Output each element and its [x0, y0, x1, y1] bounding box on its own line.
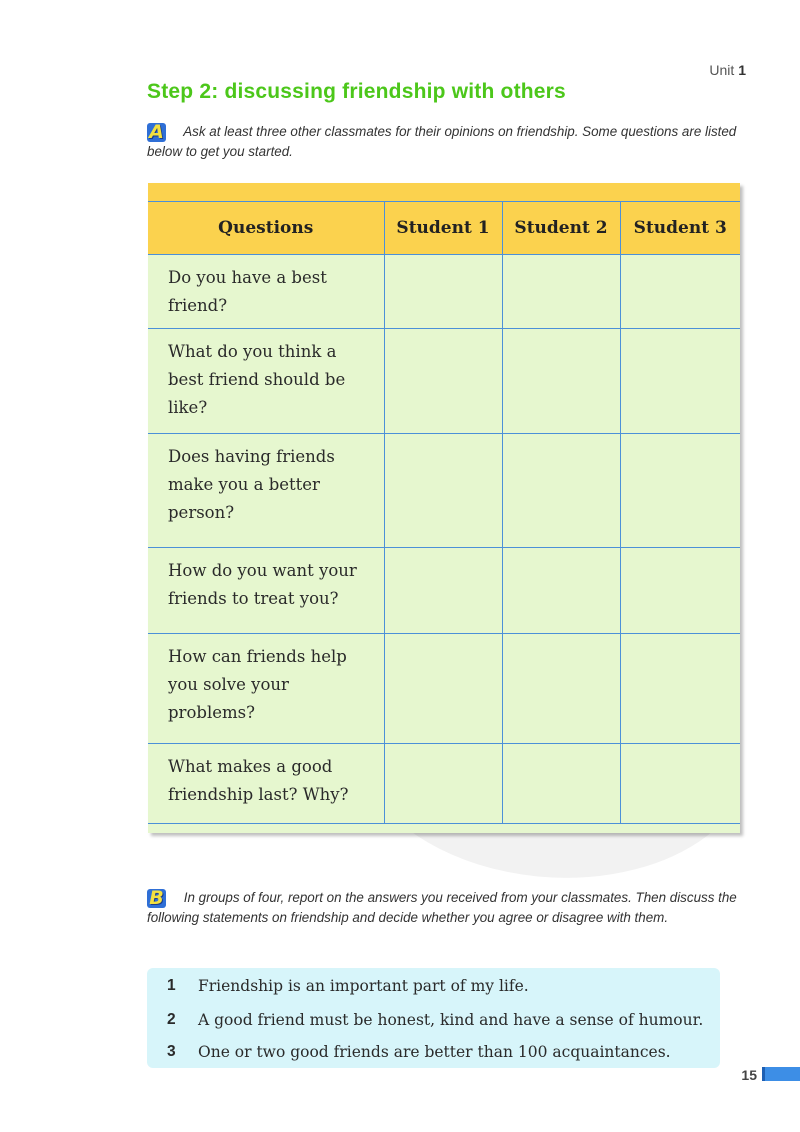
question-cell: Do you have a best friend? — [148, 255, 384, 329]
statement-text: Friendship is an important part of my life. — [198, 977, 529, 995]
statement-number: 3 — [167, 1043, 176, 1060]
header-student-2: Student 2 — [502, 202, 620, 255]
unit-indicator — [709, 62, 746, 78]
answer-cell-student-3[interactable] — [620, 744, 740, 824]
answer-cell-student-3[interactable] — [620, 329, 740, 434]
header-student-3: Student 3 — [620, 202, 740, 255]
question-cell: How can friends help you solve your problems? — [148, 634, 384, 744]
table-row — [148, 329, 740, 434]
section-b-instruction — [147, 888, 742, 928]
question-cell: What do you think a best friend should be like? — [148, 329, 384, 434]
answer-cell-student-1[interactable] — [384, 634, 502, 744]
table-row — [148, 634, 740, 744]
answer-cell-student-1[interactable] — [384, 329, 502, 434]
section-a-text: Ask at least three other classmates for their opinions on friendship. Some questions are listed below to get you started. — [147, 124, 737, 159]
answer-cell-student-2[interactable] — [502, 329, 620, 434]
table-top-band — [148, 183, 740, 201]
statement-number: 1 — [167, 977, 176, 994]
answer-cell-student-2[interactable] — [502, 434, 620, 548]
section-a-instruction — [147, 122, 747, 162]
answer-cell-student-2[interactable] — [502, 744, 620, 824]
table-row — [148, 255, 740, 329]
table-header-row — [148, 202, 740, 255]
answer-cell-student-1[interactable] — [384, 255, 502, 329]
statement-text: A good friend must be honest, kind and have a sense of humour. — [198, 1011, 704, 1029]
answer-cell-student-2[interactable] — [502, 548, 620, 634]
statements-box — [147, 968, 720, 1068]
answer-cell-student-1[interactable] — [384, 548, 502, 634]
unit-label: Unit — [709, 62, 735, 78]
section-a-badge: A — [147, 123, 166, 142]
answer-cell-student-1[interactable] — [384, 434, 502, 548]
page-number-bar — [762, 1067, 800, 1081]
table-row — [148, 434, 740, 548]
page-number: 15 — [741, 1067, 757, 1083]
section-b-badge: B — [147, 889, 166, 908]
question-cell: Does having friends make you a better person? — [148, 434, 384, 548]
questions-table — [148, 201, 740, 824]
question-cell: What makes a good friendship last? Why? — [148, 744, 384, 824]
questions-table-panel — [148, 183, 740, 833]
table-row — [148, 548, 740, 634]
header-student-1: Student 1 — [384, 202, 502, 255]
unit-number: 1 — [738, 62, 746, 78]
answer-cell-student-3[interactable] — [620, 255, 740, 329]
statement-text: One or two good friends are better than 100 acquaintances. — [198, 1043, 671, 1061]
answer-cell-student-3[interactable] — [620, 434, 740, 548]
step-title: Step 2: discussing friendship with others — [147, 80, 566, 103]
answer-cell-student-3[interactable] — [620, 548, 740, 634]
answer-cell-student-3[interactable] — [620, 634, 740, 744]
answer-cell-student-2[interactable] — [502, 255, 620, 329]
answer-cell-student-1[interactable] — [384, 744, 502, 824]
statement-number: 2 — [167, 1011, 176, 1028]
section-b-text: In groups of four, report on the answers you received from your classmates. Then discuss the following statements on friendship and decide whether you agree or disagree with them. — [147, 890, 737, 925]
answer-cell-student-2[interactable] — [502, 634, 620, 744]
header-questions: Questions — [148, 202, 384, 255]
table-row — [148, 744, 740, 824]
question-cell: How do you want your friends to treat you? — [148, 548, 384, 634]
